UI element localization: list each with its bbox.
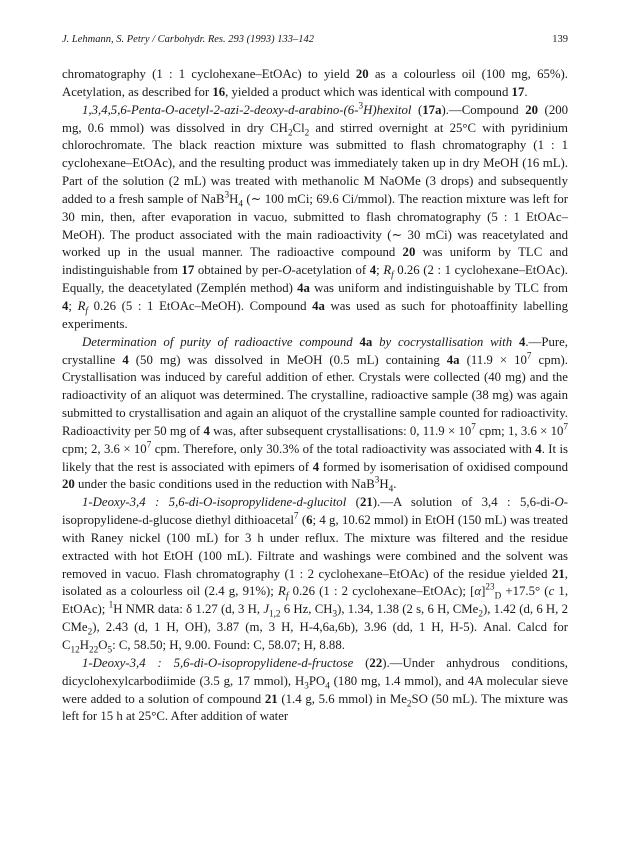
- text-run: 3: [304, 680, 309, 691]
- text-run: . It is likely that the rest is associated with epimers of: [62, 441, 568, 474]
- paragraph-p2: [62, 102, 568, 334]
- text-run: 1-Deoxy-3,4 : 5,6-di-O-isopropylidene-: [82, 655, 302, 670]
- text-run: (∼ 100 mCi; 69.6 Ci/mmol). The reaction mixture was left for 30 min, then, after evaporation in vacuo, submitted to flash chromatography (5 : 1 EtOAc–MeOH). The product associated with the main radioactivity (∼ 30 mCi) was reacetylated and worked up in the usual manner. The radioactive compound: [62, 191, 568, 260]
- text-run: (: [411, 102, 423, 117]
- text-run: -glucose diethyl dithioacetal: [148, 513, 294, 528]
- text-run: 1-Deoxy-3,4 : 5,6-di-O-isopropylidene-: [82, 495, 297, 510]
- text-run: (: [346, 495, 360, 510]
- text-run: ]: [481, 584, 486, 599]
- text-run: R: [383, 263, 392, 278]
- text-run: J: [263, 602, 270, 617]
- text-run: 17a: [422, 102, 442, 117]
- text-run: (50 mg) was dissolved in MeOH (0.5 mL) containing: [128, 352, 447, 367]
- text-run: (: [353, 655, 370, 670]
- text-run: 17: [511, 84, 525, 99]
- text-run: O: [98, 638, 108, 652]
- text-run: 2: [478, 608, 483, 619]
- text-run: 4: [369, 263, 377, 278]
- paragraph-p1: [62, 66, 568, 102]
- text-run: and stirred overnight at 25°C with pyridinium chlorochromate. The black reaction mixture was submitted to flash chromatography (1 : 1 cyclohexane–EtOAc), and the resulting product was immediately taken up in dry MeOH (16 mL). Part of the solution (2 mL) was treated with methanolic M NaOMe (3 drops) and subsequently added to a fresh sample of NaB: [62, 120, 568, 206]
- text-run: 2: [406, 698, 412, 709]
- text-run: obtained by per-: [194, 263, 283, 278]
- text-run: -arabino-(6-: [294, 102, 359, 117]
- paragraph-p5: [62, 655, 568, 726]
- text-run: , isolated as a colourless oil (2.4 g, 91%);: [62, 566, 568, 599]
- text-run: 21: [264, 691, 278, 706]
- text-run: α: [474, 584, 482, 599]
- text-run: as a colourless oil (100 mg, 65%). Acetylation, as described for: [62, 67, 568, 99]
- text-run: 22: [369, 655, 383, 670]
- text-run: -isopropylidene-: [62, 495, 568, 528]
- text-run: (: [298, 513, 307, 528]
- text-run: cpm). Crystallisation was induced by careful addition of ether. Crystals were collected (40 mg) and the radioactivity of an aliquot was determined. The crystalline, radioactive sample (38 mg) was again submitted to crystallisation and again an aliquot of the crystalline sample counted for radioactivity. Radioactivity per 50 mg of: [62, 352, 569, 438]
- text-run: 4a: [446, 352, 460, 367]
- text-run: 16: [212, 84, 226, 99]
- running-header: [62, 34, 568, 50]
- text-run: 1: [108, 600, 114, 611]
- text-run: 4: [388, 483, 394, 494]
- text-run: 7: [146, 439, 152, 450]
- text-run: cpm; 2, 3.6 × 10: [62, 441, 147, 456]
- text-run: (1.4 g, 5.6 mmol) in Me: [277, 691, 407, 706]
- text-run: by cocrystallisation with: [372, 334, 519, 349]
- text-run: 5: [107, 644, 113, 655]
- text-run: 0.26 (2 : 1 cyclohexane–EtOAc). Equally, the deacetylated (Zemplén method): [62, 263, 568, 296]
- text-run: ).—Compound: [441, 102, 526, 117]
- text-run: .—Pure, crystalline: [62, 334, 568, 367]
- text-run: , yielded a product which was identical with compound: [225, 84, 512, 99]
- text-run: 4a: [312, 298, 325, 313]
- text-run: .: [524, 84, 528, 99]
- text-run: H: [379, 477, 389, 492]
- text-run: 0.26 (1 : 2 cyclohexane–EtOAc); [: [288, 584, 475, 599]
- text-run: 17: [181, 263, 195, 278]
- text-run: 20: [525, 102, 538, 117]
- text-run: f: [391, 269, 394, 280]
- text-run: 12: [70, 644, 80, 655]
- text-run: PO: [308, 673, 326, 688]
- text-run: 4: [325, 680, 330, 691]
- text-run: was uniform by TLC and indistinguishable from: [62, 245, 568, 278]
- text-run: ), 1.42 (d, 6 H, 2 CMe: [62, 602, 568, 635]
- text-run: -fructose: [307, 655, 354, 670]
- text-run: 7: [563, 421, 568, 432]
- text-run: 21: [359, 495, 373, 510]
- page-number: 139: [552, 34, 568, 45]
- text-run: (180 mg, 1.4 mmol), and 4A molecular sieve were added to a solution of compound: [62, 673, 568, 706]
- text-run: 4: [312, 459, 320, 474]
- text-run: O: [554, 495, 564, 510]
- text-run: 3: [224, 189, 230, 200]
- text-run: Cl: [292, 120, 305, 135]
- text-run: 4: [518, 334, 526, 349]
- text-run: : C, 58.50; H, 9.00. Found: C, 58.07; H, 8.88.: [112, 638, 345, 652]
- text-run: 4: [62, 298, 69, 313]
- text-run: 20: [402, 245, 416, 260]
- text-run: R: [278, 584, 286, 599]
- text-run: 4: [535, 441, 542, 456]
- text-run: cpm. Therefore, only 30.3% of the total radioactivity was associated with: [151, 441, 536, 456]
- text-run: H: [229, 191, 239, 206]
- text-run: ), 1.34, 1.38 (2 s, 6 H, CMe: [337, 602, 479, 617]
- text-run: was, after subsequent crystallisations: 0, 11.9 × 10: [209, 423, 472, 438]
- text-run: c: [548, 584, 555, 599]
- text-run: +17.5° (: [501, 584, 549, 599]
- text-run: 7: [526, 350, 532, 361]
- text-run: 2: [287, 127, 293, 138]
- text-run: ;: [376, 263, 384, 278]
- text-run: 4: [238, 198, 243, 209]
- text-run: 4: [203, 423, 210, 438]
- text-run: 0.26 (5 : 1 EtOAc–MeOH). Compound: [87, 298, 313, 313]
- text-run: 3: [332, 608, 338, 619]
- text-run: R: [77, 298, 86, 313]
- text-run: 1,2: [269, 608, 281, 619]
- text-run: 3: [358, 100, 364, 111]
- text-run: d: [142, 513, 149, 528]
- text-run: cpm; 1, 3.6 × 10: [475, 423, 564, 438]
- text-run: 1, EtOAc);: [62, 584, 569, 617]
- text-run: H)hexitol: [363, 102, 412, 117]
- text-run: 23: [485, 582, 495, 593]
- text-run: 21: [552, 566, 565, 581]
- text-run: (200 mg, 0.6 mmol) was dissolved in dry CH: [62, 102, 569, 135]
- text-run: 7: [293, 510, 299, 521]
- text-run: 2: [87, 626, 93, 637]
- text-run: O: [282, 263, 292, 278]
- text-run: 4: [122, 352, 129, 367]
- running-head-citation: J. Lehmann, S. Petry / Carbohydr. Res. 293 (1993) 133–142: [62, 34, 314, 45]
- text-run: f: [85, 305, 88, 316]
- text-run: 4a: [297, 281, 310, 296]
- text-run: H NMR data: δ 1.27 (d, 3 H,: [113, 602, 264, 617]
- text-run: .: [393, 477, 397, 492]
- text-run: 6: [306, 513, 313, 528]
- text-run: f: [285, 591, 289, 602]
- text-run: Determination of purity of radioactive compound: [82, 334, 360, 349]
- text-run: chromatography (1 : 1 cyclohexane–EtOAc) to yield: [62, 67, 356, 81]
- text-run: ; 4 g, 10.62 mmol) in EtOH (150 mL) was treated with Raney nickel (100 mL) for 3 h under reflux. The mixture was filtered and the residue extracted with hot EtOH (100 mL). Filtrate and washings were combined and the solvent was removed in vacuo. Flash chromatography (1 : 2 cyclohexane–EtOAc) of the residue yielded: [62, 513, 568, 581]
- text-run: d: [296, 495, 303, 510]
- text-run: 20: [62, 477, 75, 492]
- text-run: ;: [68, 298, 78, 313]
- text-run: (11.9 × 10: [459, 352, 527, 367]
- text-run: d: [288, 102, 295, 117]
- paragraph-p3: [62, 334, 568, 495]
- text-run: D: [494, 591, 502, 602]
- text-run: 3: [374, 475, 380, 486]
- text-run: ), 2.43 (d, 1 H, OH), 3.87 (m, 3 H, H-4,6a,6b), 3.96 (dd, 1 H, H-5). Anal. Calcd for C: [62, 620, 568, 652]
- article-body: [62, 66, 568, 726]
- text-run: 4a: [359, 334, 373, 349]
- text-run: under the basic conditions used in the reduction with NaB: [74, 477, 375, 492]
- text-run: d: [301, 655, 308, 670]
- text-run: -glucitol: [302, 495, 347, 510]
- text-run: was uniform and indistinguishable by TLC from: [309, 281, 568, 296]
- text-run: 1,3,4,5,6-Penta-O-acetyl-2-azi-2-deoxy-: [82, 102, 289, 117]
- text-run: 20: [355, 67, 369, 81]
- text-run: 2: [304, 127, 310, 138]
- text-run: 6 Hz, CH: [280, 602, 333, 617]
- text-run: was used as such for photoaffinity labelling experiments.: [62, 298, 569, 331]
- text-run: 22: [89, 644, 99, 655]
- paragraph-p4: [62, 494, 568, 655]
- text-run: SO (50 mL). The mixture was left for 15 h at 25°C. After addition of water: [62, 691, 569, 724]
- text-run: ).—Under anhydrous conditions, dicyclohexylcarbodiimide (3.5 g, 17 mmol), H: [62, 655, 568, 688]
- text-run: ).—A solution of 3,4 : 5,6-di-: [372, 495, 555, 510]
- text-run: 7: [471, 421, 476, 432]
- text-run: formed by isomerisation of oxidised compound: [319, 459, 568, 474]
- text-run: -acetylation of: [291, 263, 370, 278]
- text-run: H: [79, 638, 89, 652]
